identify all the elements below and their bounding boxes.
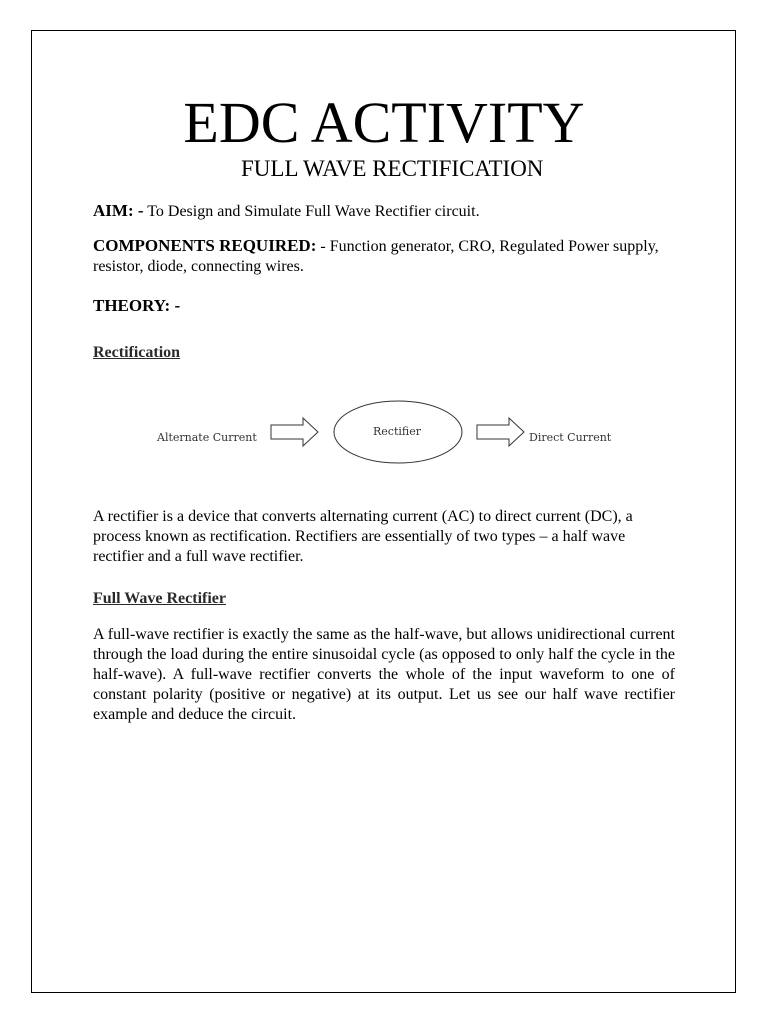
theory-section: [93, 296, 675, 317]
components-separator: :: [310, 236, 317, 255]
diagram-output-label: Direct Current: [529, 431, 612, 444]
full-wave-rectifier-heading: Full Wave Rectifier: [93, 590, 226, 607]
rectification-paragraph: A rectifier is a device that converts alternating current (AC) to direct current (DC), a process known as rectification. Rectifiers are essentially of two types – a half wave rectifier and a full wave rectifier.: [93, 508, 633, 565]
diagram-block-label: Rectifier: [373, 425, 421, 438]
theory-separator: : -: [164, 296, 181, 315]
diagram-input-label: Alternate Current: [157, 431, 257, 444]
output-arrow-icon: [477, 418, 524, 446]
aim-section: [93, 201, 675, 222]
rectification-flow-diagram: [150, 400, 620, 470]
theory-label: THEORY: [93, 296, 165, 315]
full-wave-rectifier-paragraph: A full-wave rectifier is exactly the same as the half-wave, but allows unidirectional current through the load during the entire sinusoidal cycle (as opposed to only half the cycle in the half-wave). A full-wave rectifier converts the whole of the input waveform to one of constant polarity (positive or negative) at its output. Let us see our half wave rectifier example and deduce the circuit.: [93, 626, 675, 723]
components-text: - Function generator, CRO, Regulated Power supply, resistor, diode, connecting wires.: [93, 238, 659, 275]
rectification-heading: Rectification: [93, 344, 181, 361]
aim-label: AIM: [93, 201, 128, 220]
components-section: [93, 236, 675, 277]
document-title: EDC ACTIVITY: [183, 90, 585, 155]
aim-separator: : -: [127, 201, 144, 220]
aim-text: To Design and Simulate Full Wave Rectifier circuit.: [143, 203, 480, 220]
document-subtitle: FULL WAVE RECTIFICATION: [241, 156, 544, 181]
input-arrow-icon: [271, 418, 318, 446]
components-label: COMPONENTS REQUIRED: [93, 236, 311, 255]
